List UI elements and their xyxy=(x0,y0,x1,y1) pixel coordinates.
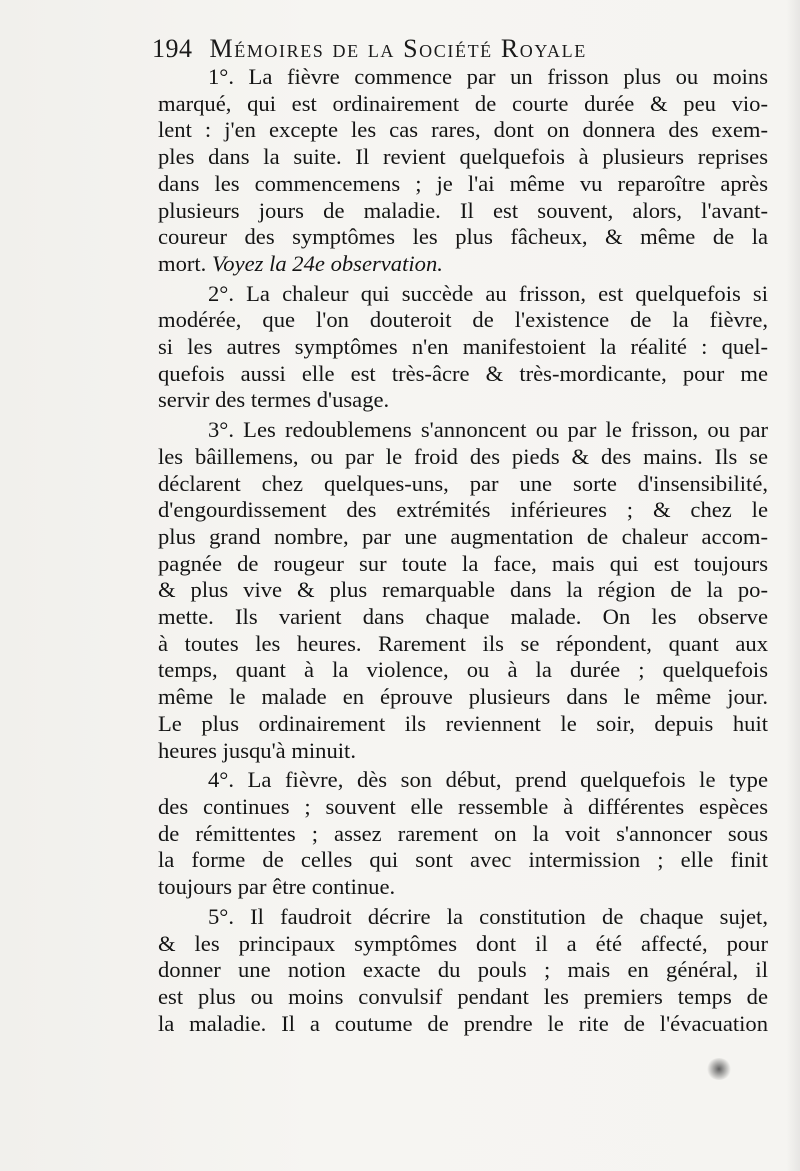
page-edge-shadow xyxy=(786,0,800,1171)
paragraph-4 xyxy=(158,767,768,901)
text-line: & les principaux symptômes dont il a été affecté, pour xyxy=(158,930,768,956)
text-line: pagnée de rougeur sur toute la face, mais qui est toujours xyxy=(158,550,768,576)
running-title: Mémoires de la Société Royale xyxy=(209,34,587,63)
text-line: même le malade en éprouve plusieurs dans le même jour. xyxy=(158,684,768,710)
paragraph-3 xyxy=(158,417,768,764)
text-line: 4°. La fièvre, dès son début, prend quelquefois le type xyxy=(208,767,768,793)
text-line: la maladie. Il a coutume de prendre le rite de l'évacuation xyxy=(158,1010,768,1036)
text-line: de rémittentes ; assez rarement on la voit s'annoncer sous xyxy=(158,820,768,846)
paragraph-5 xyxy=(158,904,768,1038)
text-line: si les autres symptômes n'en manifestoient la réalité : quel- xyxy=(158,334,768,360)
text-line: dans les commencemens ; je l'ai même vu reparoître après xyxy=(158,170,768,196)
text-line: lent : j'en excepte les cas rares, dont on donnera des exem- xyxy=(158,117,768,143)
body-text xyxy=(158,64,768,1040)
text-line: 2°. La chaleur qui succède au frisson, est quelquefois si xyxy=(208,280,768,306)
text-line: plus grand nombre, par une augmentation de chaleur accom- xyxy=(158,523,768,549)
text-line: donner une notion exacte du pouls ; mais en général, il xyxy=(158,957,768,983)
text-line: d'engourdissement des extrémités inférieures ; & chez le xyxy=(158,497,768,523)
text-line: mort. Voyez la 24e observation. xyxy=(158,250,443,276)
text-line: 5°. Il faudroit décrire la constitution de chaque sujet, xyxy=(208,903,768,929)
text-line: temps, quant à la violence, ou à la durée ; quelquefois xyxy=(158,657,768,683)
running-head xyxy=(152,34,752,64)
text-line: marqué, qui est ordinairement de courte durée & peu vio- xyxy=(158,90,768,116)
text-line: plusieurs jours de maladie. Il est souvent, alors, l'avant- xyxy=(158,197,768,223)
text-line: coureur des symptômes les plus fâcheux, & même de la xyxy=(158,224,768,250)
cross-reference: Voyez la 24e observation. xyxy=(211,250,443,276)
ink-smudge xyxy=(706,1058,732,1080)
text-line: 1°. La fièvre commence par un frisson plus ou moins xyxy=(208,64,768,89)
text-line: la forme de celles qui sont avec intermission ; elle finit xyxy=(158,847,768,873)
page-number: 194 xyxy=(152,34,193,63)
text-line: Le plus ordinairement ils reviennent le soir, depuis huit xyxy=(158,710,768,736)
text-line: mette. Ils varient dans chaque malade. On les observe xyxy=(158,604,768,630)
text-line: à toutes les heures. Rarement ils se répondent, quant aux xyxy=(158,630,768,656)
text-line: modérée, que l'on douteroit de l'existence de la fièvre, xyxy=(158,307,768,333)
text-line: toujours par être continue. xyxy=(158,874,396,900)
text-line: 3°. Les redoublemens s'annoncent ou par le frisson, ou par xyxy=(208,417,768,443)
text-line: heures jusqu'à minuit. xyxy=(158,737,356,763)
text-line: des continues ; souvent elle ressemble à différentes espèces xyxy=(158,793,768,819)
text-line: est plus ou moins convulsif pendant les premiers temps de xyxy=(158,983,768,1009)
text-line: servir des termes d'usage. xyxy=(158,387,390,413)
paragraph-1 xyxy=(158,64,768,278)
text-line: les bâillemens, ou par le froid des pieds & des mains. Ils se xyxy=(158,443,768,469)
text-line: & plus vive & plus remarquable dans la région de la po- xyxy=(158,577,768,603)
text-line: quefois aussi elle est très-âcre & très-mordicante, pour me xyxy=(158,360,768,386)
paragraph-2 xyxy=(158,281,768,415)
text-line: déclarent chez quelques-uns, par une sorte d'insensibilité, xyxy=(158,470,768,496)
text-line: ples dans la suite. Il revient quelquefois à plusieurs reprises xyxy=(158,144,768,170)
